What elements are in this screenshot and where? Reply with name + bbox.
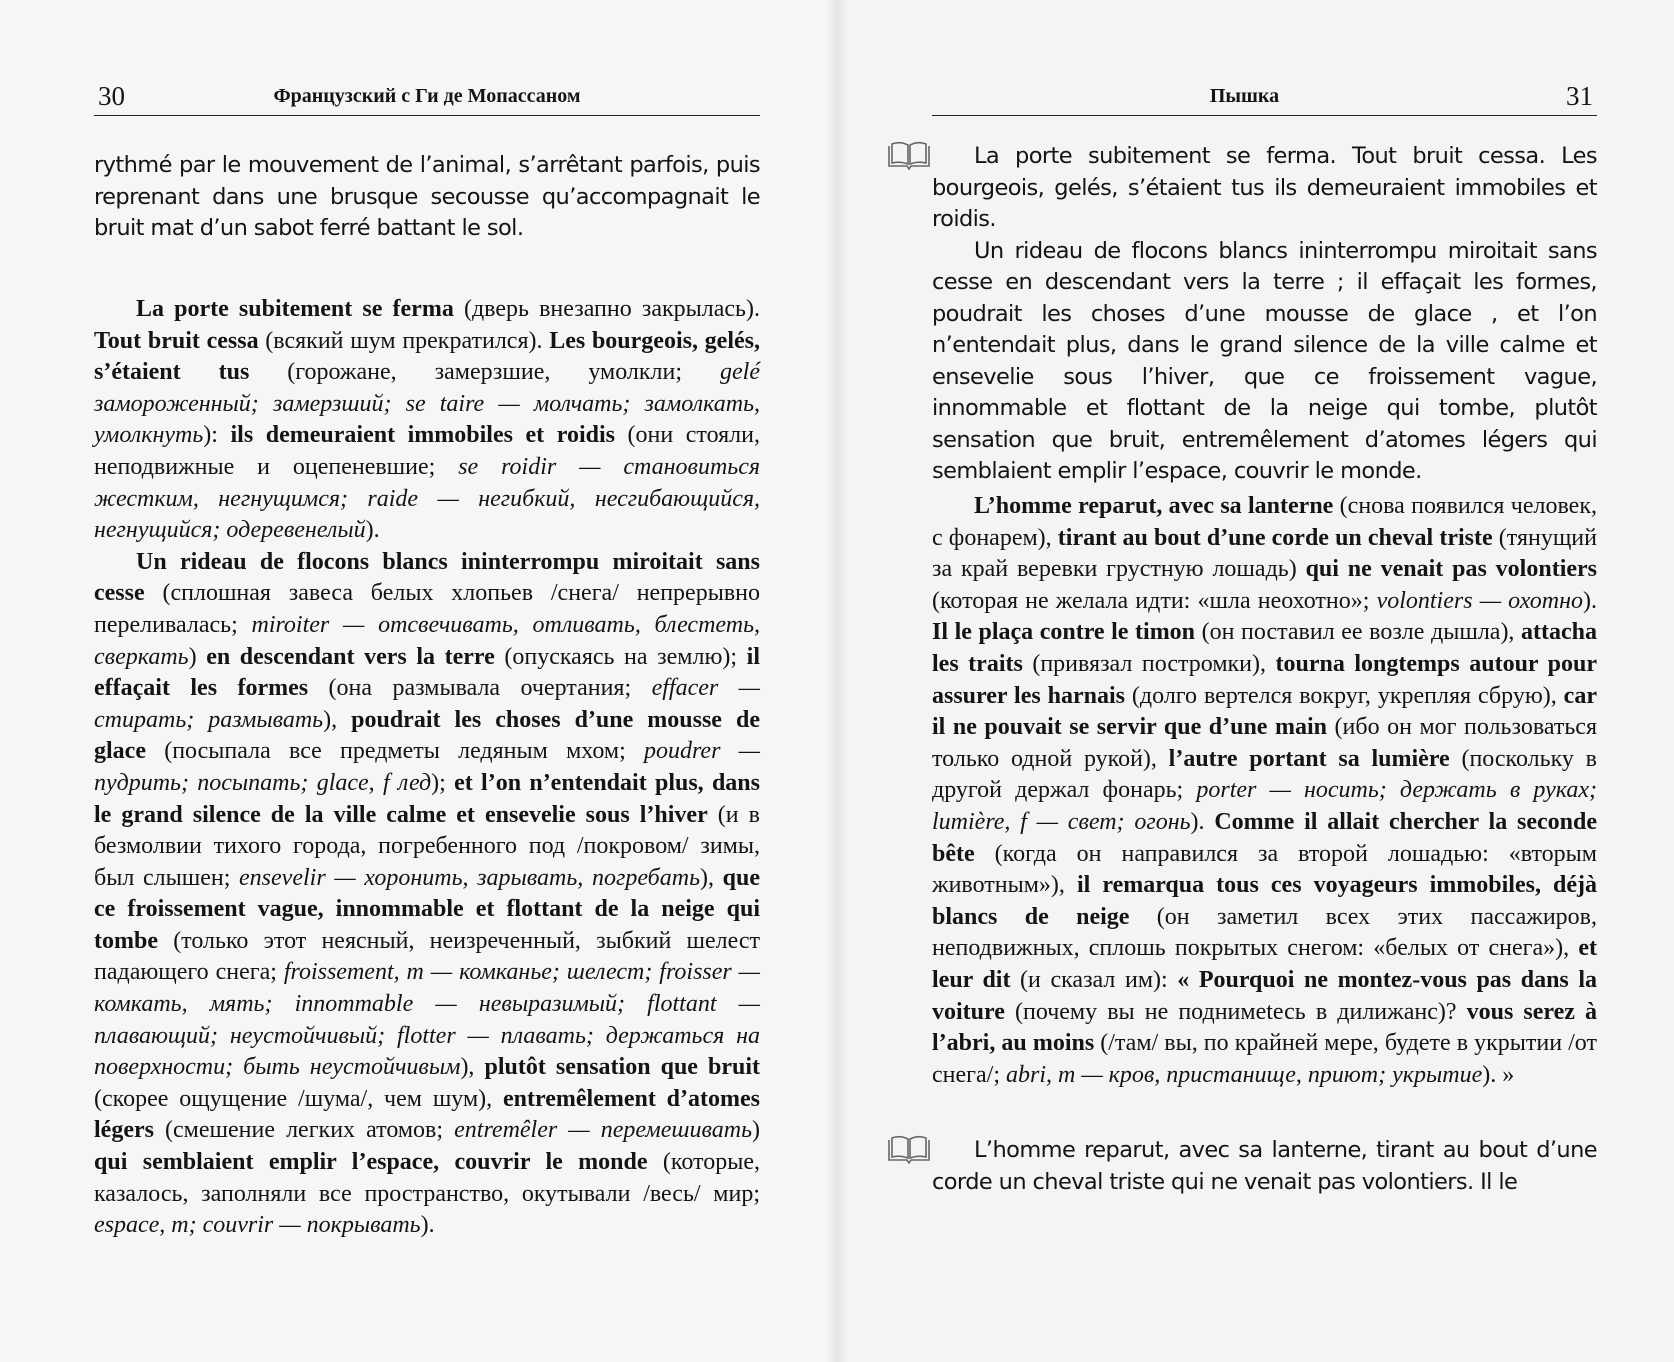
reading-text: La porte subitement se ferma. Tout bruit cessa. Les bourgeois, gelés, s’étaient tus ils demeuraient immobiles et roidis. Un rideau de flocons blancs ininterrompu miroitait sans cesse en descendant vers la terre ; il effaçait les formes, poudrait les choses d’une mousse de glace , et l’on n’entendait plus, dans le grand silence de la ville calme et ensevelie sous l’hiver, que ce froissement vague, innommable et flottant de la neige qui tombe, plutôt sensation que bruit, entremêlement d’atomes légers qui semblaient emplir l’espace, couvrir le monde. xyxy=(932,143,1597,484)
header-rule xyxy=(94,115,760,116)
left-page-header xyxy=(94,76,760,116)
page-number: 30 xyxy=(98,81,125,111)
commentary-text xyxy=(932,491,1597,1091)
running-title: Французский с Ги де Мопассаном xyxy=(273,85,581,107)
open-book-icon xyxy=(887,1134,931,1164)
right-page xyxy=(837,0,1674,1362)
right-page-header xyxy=(932,76,1597,116)
intro-text: rythmé par le mouvement de l’animal, s’arrêtant parfois, puis reprenant dans une brusque secousse qu’accompagnait le bruit mat d’un sabot ferré battant le sol. xyxy=(94,152,760,241)
commentary-paragraph: L’homme reparut, avec sa lanterne (снова появился человек, с фонарем), tirant au bout d’une corde un cheval triste (тянущий за край веревки грустную лошадь) qui ne venait pas volontiers (которая не желала идти: «шла неохотно»; volontiers — охотно). Il le plaça contre le timon (он поставил ее возле дышла), attacha les traits (привязал постромки), tourna longtemps autour pour assurer les harnais (долго вертелся вокруг, укрепляя сбрую), car il ne pouvait se servir que d’une main (ибо он мог пользоваться только одной рукой), l’autre portant sa lumière (поскольку в другой держал фонарь; porter — носить; держать в руках; lumière, f — свет; огонь). Comme il allait chercher la seconde bête (когда он направился за второй лошадью: «вторым животным»), il remarqua tous ces voyageurs immobiles, déjà blancs de neige (он заметил всех этих пассажиров, неподвижных, сплошь покрытых снегом: «белых от снега»), et leur dit (и сказал им): « Pourquoi ne montez-vous pas dans la voiture (почему вы не поднимetесь в дилижанс)? vous serez à l’abri, au moins (/там/ вы, по крайней мере, будете в укрытии /от снега/; abri, m — кров, пристанище, приют; укрытие). » xyxy=(932,493,1598,1088)
open-book-icon xyxy=(887,140,931,170)
commentary-text xyxy=(94,294,760,1242)
reading-text: L’homme reparut, avec sa lanterne, tirant au bout d’une corde un cheval triste qui ne venait pas volontiers. Il le xyxy=(932,1137,1597,1195)
header-rule xyxy=(932,115,1597,116)
commentary-paragraph: La porte subitement se ferma (дверь внезапно закрылась). Tout bruit cessa (всякий шум прекратился). Les bourgeois, gelés, s’étaient tus (горожане, замерзшие, умолкли; gelé замороженный; замерзший; se taire — молчать; замолкать, умолкнуть): ils demeuraient immobiles et roidis (они стояли, неподвижные и оцепеневшие; se roidir — становиться жестким, негнущимся; raide — негибкий, несгибающийся, негнущийся; одеревенелый). xyxy=(94,296,761,544)
commentary-paragraph: Un rideau de flocons blancs ininterrompu miroitait sans cesse (сплошная завеса белых хлопьев /снега/ непрерывно переливалась; miroiter — отсвечивать, отливать, блестеть, сверкать) en descendant vers la terre (опускаясь на землю); il effaçait les formes (она размывала очертания; effacer — стирать; размывать), poudrait les choses d’une mousse de glace (посыпала все предметы ледяным мхом; poudrer — пудрить; посыпать; glace, f лед); et l’on n’entendait plus, dans le grand silence de la ville calme et ensevelie sous l’hiver (и в безмолвии тихого города, погребенного под /покровом/ зимы, был слышен; ensevelir — хоронить, зарывать, погребать), que ce froissement vague, innommable et flottant de la neige qui tombe (только этот неясный, неизреченный, зыбкий шелест падающего снега; froissement, m — комканье; шелест; froisser — комкать, мять; innommable — невыразимый; flottant — плавающий; неустойчивый; flotter — плавать; держаться на поверхности; быть неустойчивым), plutôt sensation que bruit (скорее ощущение /шума/, чем шум), entremêlement d’atomes légers (смешение легких атомов; entremêler — перемешивать) qui semblaient emplir l’espace, couvrir le monde (которые, казалось, заполняли все пространство, окутывали /весь/ мир; espace, m; couvrir — покрывать). xyxy=(94,548,761,1239)
book-gutter xyxy=(826,0,848,1362)
page-number: 31 xyxy=(1566,81,1593,111)
running-title: Пышка xyxy=(1209,85,1280,107)
